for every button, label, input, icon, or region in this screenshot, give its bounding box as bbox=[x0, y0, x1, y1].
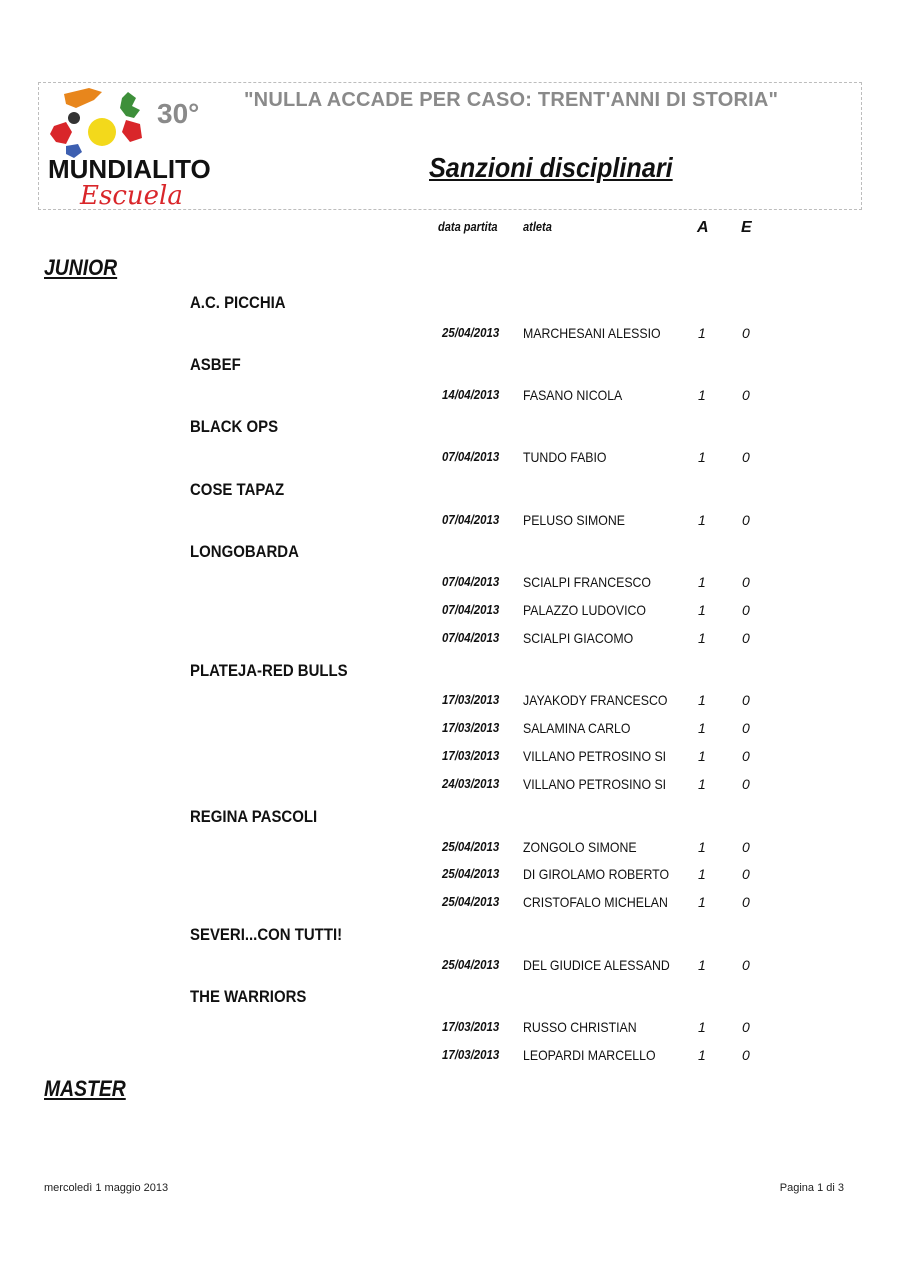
team-name: ASBEF bbox=[190, 355, 241, 374]
match-date: 14/04/2013 bbox=[442, 387, 500, 402]
footer-date: mercoledì 1 maggio 2013 bbox=[44, 1182, 169, 1194]
count-a: 1 bbox=[698, 574, 706, 590]
count-e: 0 bbox=[742, 449, 750, 465]
table-row bbox=[0, 512, 905, 532]
count-e: 0 bbox=[742, 748, 750, 764]
count-e: 0 bbox=[742, 630, 750, 646]
count-e: 0 bbox=[742, 720, 750, 736]
match-date: 17/03/2013 bbox=[442, 692, 500, 707]
table-row bbox=[0, 449, 905, 469]
count-a: 1 bbox=[698, 449, 706, 465]
team-name: SEVERI...CON TUTTI! bbox=[190, 925, 343, 944]
count-a: 1 bbox=[698, 630, 706, 646]
count-e: 0 bbox=[742, 574, 750, 590]
match-date: 25/04/2013 bbox=[442, 866, 500, 881]
match-date: 17/03/2013 bbox=[442, 1047, 500, 1062]
table-row bbox=[0, 894, 905, 914]
count-a: 1 bbox=[698, 1019, 706, 1035]
match-date: 17/03/2013 bbox=[442, 748, 500, 763]
team-name: A.C. PICCHIA bbox=[190, 293, 286, 312]
count-a: 1 bbox=[698, 748, 706, 764]
match-date: 25/04/2013 bbox=[442, 325, 500, 340]
athlete-name: VILLANO PETROSINO SI bbox=[523, 748, 667, 764]
column-header-date: data partita bbox=[438, 219, 498, 234]
athlete-name: CRISTOFALO MICHELAN bbox=[523, 894, 668, 910]
athlete-name: SCIALPI FRANCESCO bbox=[523, 574, 652, 590]
count-e: 0 bbox=[742, 602, 750, 618]
footer-page-number: Pagina 1 di 3 bbox=[779, 1182, 844, 1194]
logo-subtitle: Escuela bbox=[80, 181, 183, 210]
team-name: REGINA PASCOLI bbox=[190, 807, 318, 826]
match-date: 07/04/2013 bbox=[442, 630, 500, 645]
athlete-name: PELUSO SIMONE bbox=[523, 512, 626, 528]
count-a: 1 bbox=[698, 387, 706, 403]
match-date: 25/04/2013 bbox=[442, 839, 500, 854]
table-row bbox=[0, 325, 905, 345]
athlete-name: LEOPARDI MARCELLO bbox=[523, 1047, 656, 1063]
count-e: 0 bbox=[742, 894, 750, 910]
match-date: 07/04/2013 bbox=[442, 574, 500, 589]
athlete-name: MARCHESANI ALESSIO bbox=[523, 325, 661, 341]
match-date: 25/04/2013 bbox=[442, 957, 500, 972]
table-row bbox=[0, 1019, 905, 1039]
athlete-name: DI GIROLAMO ROBERTO bbox=[523, 866, 670, 882]
match-date: 24/03/2013 bbox=[442, 776, 500, 791]
table-row bbox=[0, 839, 905, 859]
athlete-name: DEL GIUDICE ALESSAND bbox=[523, 957, 670, 973]
page-title: Sanzioni disciplinari bbox=[429, 152, 673, 183]
count-e: 0 bbox=[742, 957, 750, 973]
team-name: COSE TAPAZ bbox=[190, 480, 285, 499]
table-row bbox=[0, 1047, 905, 1067]
count-a: 1 bbox=[698, 692, 706, 708]
athlete-name: RUSSO CHRISTIAN bbox=[523, 1019, 637, 1035]
category-heading: JUNIOR bbox=[44, 255, 118, 280]
team-name: BLACK OPS bbox=[190, 417, 279, 436]
category-heading: MASTER bbox=[44, 1076, 126, 1101]
table-row bbox=[0, 748, 905, 768]
count-e: 0 bbox=[742, 387, 750, 403]
team-name: PLATEJA-RED BULLS bbox=[190, 661, 348, 680]
count-a: 1 bbox=[698, 839, 706, 855]
table-row bbox=[0, 630, 905, 650]
athlete-name: TUNDO FABIO bbox=[523, 449, 607, 465]
count-a: 1 bbox=[698, 512, 706, 528]
logo-year: 30° bbox=[157, 98, 200, 129]
column-header-athlete: atleta bbox=[523, 219, 552, 234]
count-a: 1 bbox=[698, 866, 706, 882]
table-row bbox=[0, 602, 905, 622]
table-row bbox=[0, 692, 905, 712]
athlete-name: SALAMINA CARLO bbox=[523, 720, 631, 736]
table-row bbox=[0, 957, 905, 977]
count-a: 1 bbox=[698, 957, 706, 973]
count-a: 1 bbox=[698, 720, 706, 736]
athlete-name: PALAZZO LUDOVICO bbox=[523, 602, 647, 618]
count-e: 0 bbox=[742, 776, 750, 792]
count-e: 0 bbox=[742, 866, 750, 882]
count-a: 1 bbox=[698, 325, 706, 341]
athlete-name: JAYAKODY FRANCESCO bbox=[523, 692, 668, 708]
count-e: 0 bbox=[742, 1019, 750, 1035]
count-e: 0 bbox=[742, 839, 750, 855]
count-e: 0 bbox=[742, 512, 750, 528]
match-date: 17/03/2013 bbox=[442, 1019, 500, 1034]
table-row bbox=[0, 866, 905, 886]
header-slogan: "NULLA ACCADE PER CASO: TRENT'ANNI DI STORIA" bbox=[244, 89, 779, 111]
athlete-name: SCIALPI GIACOMO bbox=[523, 630, 634, 646]
team-name: LONGOBARDA bbox=[190, 542, 299, 561]
athlete-name: FASANO NICOLA bbox=[523, 387, 623, 403]
athlete-name: VILLANO PETROSINO SI bbox=[523, 776, 667, 792]
match-date: 07/04/2013 bbox=[442, 602, 500, 617]
logo-wordmark: MUNDIALITO bbox=[48, 154, 211, 184]
athlete-name: ZONGOLO SIMONE bbox=[523, 839, 637, 855]
table-row bbox=[0, 387, 905, 407]
match-date: 17/03/2013 bbox=[442, 720, 500, 735]
match-date: 25/04/2013 bbox=[442, 894, 500, 909]
match-date: 07/04/2013 bbox=[442, 512, 500, 527]
table-row bbox=[0, 720, 905, 740]
column-header-a: A bbox=[697, 219, 709, 236]
count-e: 0 bbox=[742, 1047, 750, 1063]
count-e: 0 bbox=[742, 692, 750, 708]
table-row bbox=[0, 776, 905, 796]
count-a: 1 bbox=[698, 894, 706, 910]
team-name: THE WARRIORS bbox=[190, 987, 307, 1006]
count-a: 1 bbox=[698, 1047, 706, 1063]
count-a: 1 bbox=[698, 776, 706, 792]
column-header-e: E bbox=[741, 219, 752, 236]
table-row bbox=[0, 574, 905, 594]
count-a: 1 bbox=[698, 602, 706, 618]
count-e: 0 bbox=[742, 325, 750, 341]
match-date: 07/04/2013 bbox=[442, 449, 500, 464]
